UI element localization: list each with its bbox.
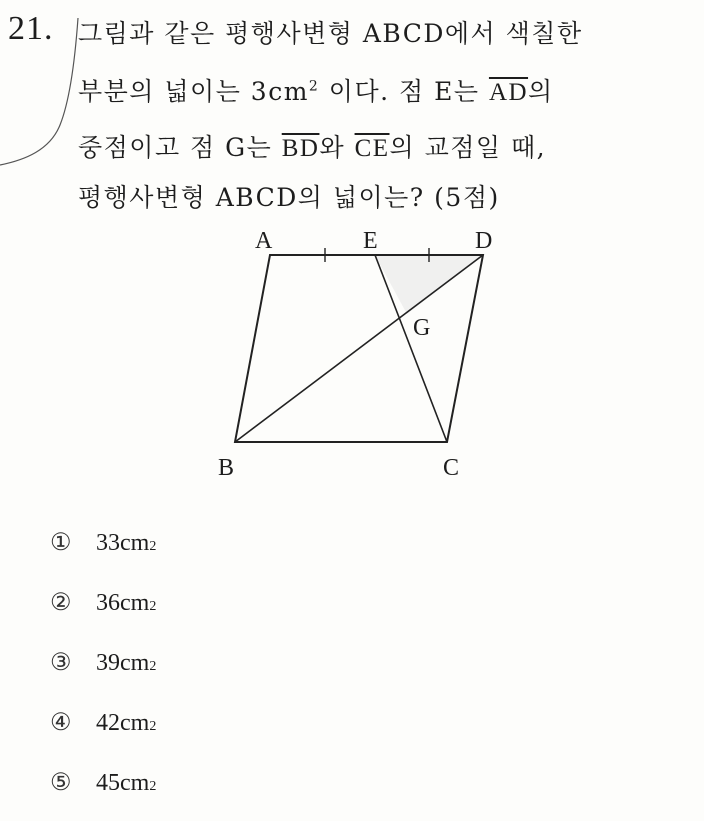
question-line-4: 평행사변형 ABCD의 넓이는? (5점) [78,183,500,212]
label-e: E [363,228,378,254]
question-line-1: 그림과 같은 평행사변형 ABCD에서 색칠한 [78,19,583,48]
choice-4[interactable]: ④ 42cm 2 [50,710,157,736]
question-line-3: 중점이고 점 G는 $\overline{BD}$와 $\overline{CE}$의 교점일 때, [78,133,547,162]
label-a: A [255,228,273,254]
label-d: D [475,228,493,254]
segment-ce: $\overline{CE}$ [354,135,390,162]
parallelogram-figure [185,220,515,485]
label-g: G [413,315,431,341]
diagonal-bd [235,255,483,442]
question-line-2: 부분의 넓이는 $3cm^2$ 이다. 점 E는 $\overline{AD}$의 [78,77,554,106]
choice-2[interactable]: ② 36cm 2 [50,590,157,616]
label-c: C [443,455,460,481]
choice-5[interactable]: ⑤ 45cm 2 [50,770,157,796]
question-number: 21. [8,10,54,47]
shaded-region [375,255,483,314]
choice-3[interactable]: ③ 39cm 2 [50,650,157,676]
label-b: B [218,455,235,481]
segment-bd: $\overline{BD}$ [281,135,320,162]
segment-ad: $\overline{AD}$ [488,79,529,106]
choice-1[interactable]: ① 33cm 2 [50,530,157,556]
